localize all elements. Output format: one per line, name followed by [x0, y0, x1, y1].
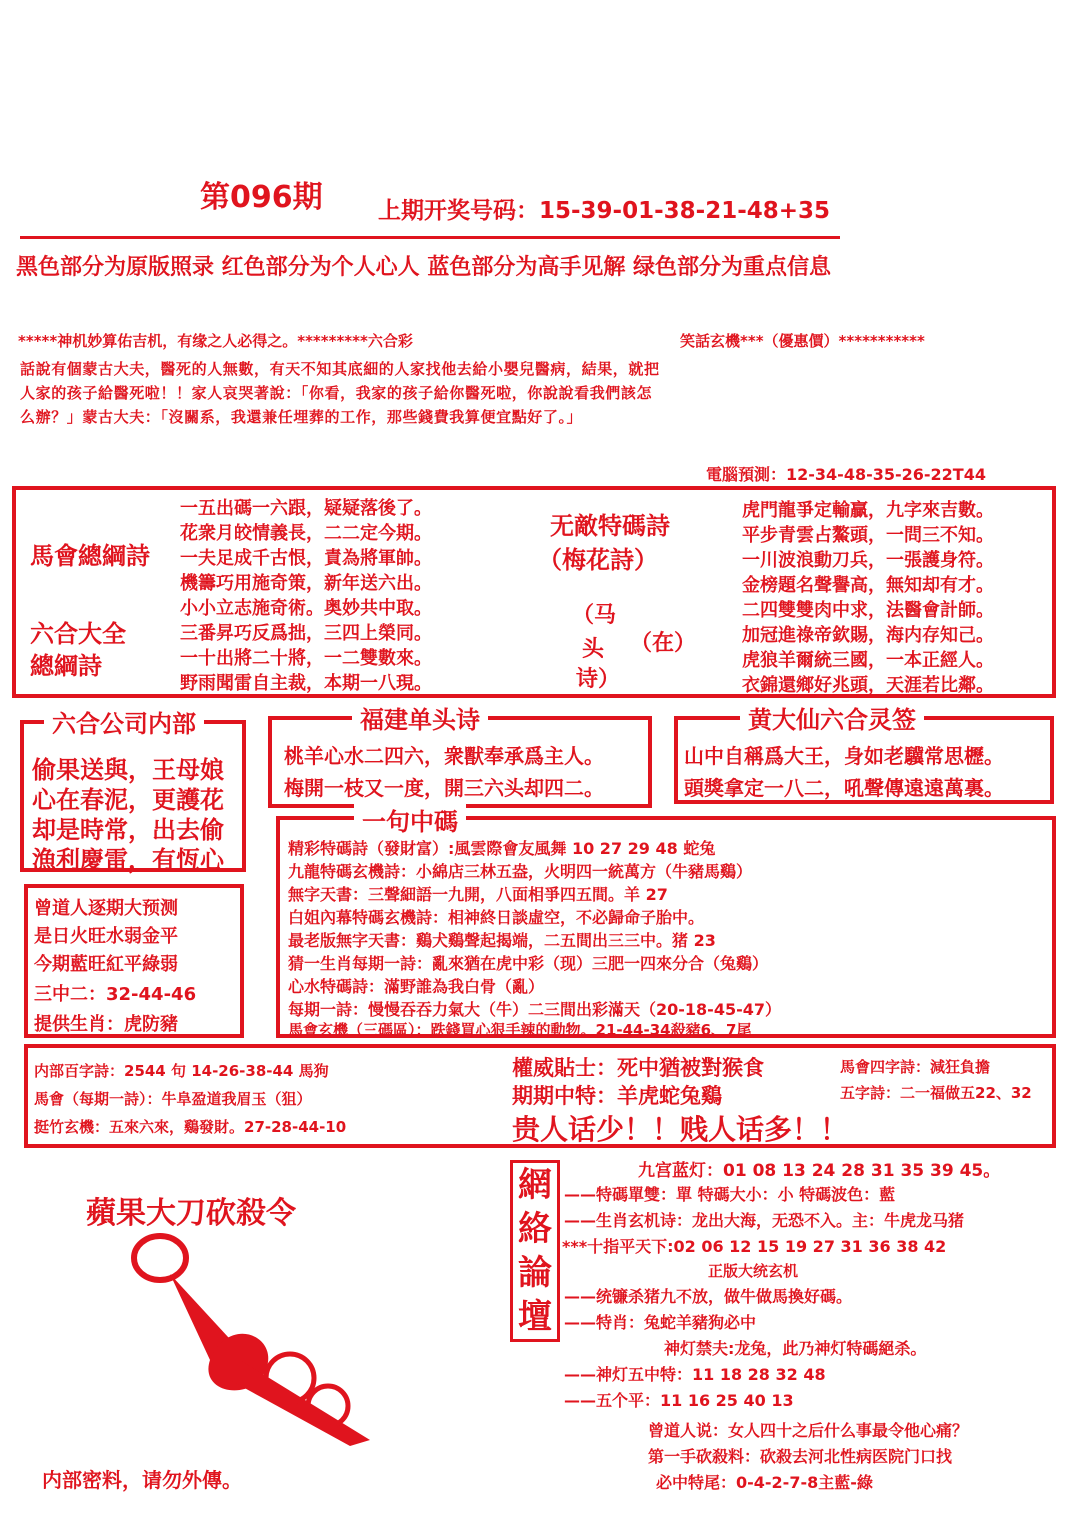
zeng-line: 提供生肖：虎防豬	[34, 1014, 178, 1035]
huang-box	[674, 706, 1054, 804]
yiju-line: 精彩特碼詩（發財富）:風雲際會友風舞 10 27 29 48 蛇兔	[288, 839, 716, 858]
zeng-line: 是日火旺水弱金平	[34, 926, 178, 947]
forum-line: ——生肖玄机诗：龙出大海，无恐不入。主：牛虎龙马猪	[564, 1211, 965, 1230]
left-poem-line: 一五出碼一六跟，疑疑落後了。	[180, 498, 432, 519]
center-hint-4: （在）	[630, 631, 697, 656]
left-poem-line: 小小立志施奇術。奥妙共中取。	[180, 598, 432, 619]
main-poem-box	[12, 486, 1056, 698]
authority-slogan: 贵人话少！！贱人话多！！	[512, 1113, 849, 1146]
joke-line-1: 話說有個蒙古大夫，醫死的人無數，有天不知其底細的人家找他去給小嬰兒醫病，結果，就把	[20, 360, 660, 378]
right-poem-line: 衣錦還鄉好兆頭，天涯若比鄰。	[742, 675, 994, 696]
huang-line: 頭獎拿定一八二，吼聲傳遠遠萬裏。	[684, 776, 1004, 800]
right-poem-line: 二四雙雙肉中求，法醫會計師。	[742, 600, 994, 621]
forum-line: 神灯禁夫:龙兔，此乃神灯特碼絕杀。	[664, 1339, 927, 1358]
main-poem-label: 馬會總綱詩	[30, 542, 150, 570]
left-poem-line: 三番昇巧反爲拙，三四上榮同。	[180, 623, 432, 644]
yiju-line: 無字天書：三聲細語一九開，八面相爭四五間。羊 27	[288, 885, 668, 904]
authority-hit-right: 五字詩：二一福做五22、32	[840, 1084, 1032, 1102]
forum-line: 第一手砍殺料：砍殺去河北性病医院门口找	[648, 1447, 953, 1466]
forum-vertical-text: 網絡論壇	[518, 1165, 552, 1337]
fujian-title: 福建单头诗	[352, 700, 488, 735]
company-line: 心在春泥，更護花	[32, 786, 224, 814]
last-draw-numbers: 上期开奖号码：15-39-01-38-21-48+35	[378, 198, 831, 224]
sword-illustration	[90, 1230, 390, 1450]
joke-line-3: 么辦？」蒙古大夫：「沒關系，我還兼任埋葬的工作，那些錢費我算便宜點好了。」	[20, 408, 583, 426]
computer-prediction: 電腦預測：12-34-48-35-26-22T44	[706, 465, 986, 484]
right-poem-line: 平步青雲占鰲頭，一問三不知。	[742, 525, 994, 546]
center-hint-1: （马	[572, 603, 617, 628]
forum-line: 曾道人说：女人四十之后什么事最令他心痛？	[648, 1421, 969, 1440]
zeng-line: 三中二：32-44-46	[34, 984, 197, 1005]
right-poem-line: 虎門龍爭定輸贏，九字來吉數。	[742, 500, 994, 521]
apple-title: 蘋果大刀砍殺令	[86, 1196, 296, 1231]
forum-line: ——统镰杀猪九不放，做牛做馬換好碼。	[564, 1287, 853, 1306]
forum-line: ——五个平：11 16 25 40 13	[564, 1391, 794, 1410]
joke-headline-left: *****神机妙算佑吉机，有缘之人必得之。*********六合彩	[18, 332, 413, 350]
fujian-line: 桃羊心水二四六，衆獸奉承爲主人。	[284, 744, 604, 768]
apple-footer: 内部密料，请勿外傳。	[42, 1468, 242, 1492]
company-line: 漁利慶雷，有恆心	[32, 846, 224, 874]
center-hint-3: 诗）	[576, 667, 621, 692]
authority-tip-right: 馬會四字詩：減狂負擔	[840, 1058, 991, 1076]
internal-line: 挺竹玄機：五來六來，鷄發財。27-28-44-10	[34, 1118, 347, 1136]
right-poem-line: 金榜題名聲譽高，無知却有才。	[742, 575, 994, 596]
left-poem-line: 一夫足成千古恨，責為將軍帥。	[180, 548, 432, 569]
forum-line: 正版大统玄机	[708, 1262, 799, 1280]
yiju-box	[276, 808, 1056, 1039]
huang-title: 黄大仙六合灵签	[740, 700, 924, 735]
zeng-line: 今期藍旺紅平綠弱	[34, 954, 178, 975]
yiju-line: 每期一詩：慢慢吞吞力氣大（牛）二三間出彩滿天（20-18-45-47）	[288, 1000, 781, 1019]
authority-hit: 期期中特：羊虎蛇兔鷄	[512, 1084, 722, 1108]
yiju-line: 最老版無字天書：鷄犬鷄聲起揭端，二五間出三三中。猪 23	[288, 931, 716, 950]
left-poem-line: 野雨聞雷自主裁，本期一八現。	[180, 673, 432, 694]
yiju-line: 猜一生肖每期一詩：亂來猶在虎中彩（现）三肥一四來分合（兔鷄）	[288, 954, 769, 973]
fujian-line: 梅開一枝又一度，開三六头却四二。	[284, 776, 604, 800]
liuhe-label-2: 總綱詩	[30, 652, 102, 680]
fujian-box	[268, 706, 652, 808]
internal-line: 馬會（每期一詩）：牛阜盈道我眉玉（狙）	[34, 1090, 312, 1108]
forum-line: ***十指平天下:02 06 12 15 19 27 31 36 38 42	[562, 1237, 947, 1256]
issue-number: 第096期	[200, 180, 323, 215]
forum-line: ——特碼單雙：單 特碼大小：小 特碼波色：藍	[564, 1185, 896, 1204]
center-poem-subtitle: （梅花詩）	[538, 546, 658, 574]
forum-line: 九宫蓝灯：01 08 13 24 28 31 35 39 45。	[638, 1161, 1001, 1181]
left-poem-line: 花衆月皎情義長，二二定今期。	[180, 523, 432, 544]
right-poem-line: 加冠進祿帝欽賜，海内存知己。	[742, 625, 994, 646]
right-poem-line: 一川波浪動刀兵，一張護身符。	[742, 550, 994, 571]
left-poem-line: 機籌巧用施奇策，新年送六出。	[180, 573, 432, 594]
left-poem-line: 一十出將二十將，一二雙數來。	[180, 648, 432, 669]
company-line: 偷果送與，王母娘	[32, 756, 224, 784]
yiju-title: 一句中碼	[354, 802, 466, 837]
joke-line-2: 人家的孩子給醫死啦！！家人哀哭著說：「你看，我家的孩子給你醫死啦，你說說看我們該怎	[20, 384, 653, 402]
internal-line: 内部百字詩：2544 句 14-26-38-44 馬狗	[34, 1062, 329, 1080]
yiju-line: 馬會玄機（三碼區）：跌錢買心狠手辣的動物。21-44-34殺豬6、7尾	[288, 1021, 752, 1039]
company-line: 却是時常，出去偷	[32, 816, 224, 844]
zeng-title: 曾道人逐期大预测	[34, 898, 178, 919]
yiju-line: 心水特碼詩：滿野誰為我白骨（亂）	[288, 977, 545, 996]
zeng-box	[24, 884, 244, 1038]
yiju-line: 白姐內幕特碼玄機詩：相神終日談虛空，不必歸命子胎中。	[288, 908, 705, 927]
forum-line: 必中特尾：0-4-2-7-8主藍-綠	[656, 1473, 873, 1492]
forum-line: ——神灯五中特：11 18 28 32 48	[564, 1365, 826, 1384]
bottom-box	[24, 1044, 1056, 1148]
joke-headline-right: 笑話玄機***（優惠價）***********	[680, 332, 925, 350]
header-underline	[20, 236, 840, 239]
right-poem-line: 虎狼羊爾統三國，一本正經人。	[742, 650, 994, 671]
center-hint-2: 头	[582, 637, 605, 662]
yiju-line: 九龍特碼玄機詩：小綿店三林五盎，火明四一統萬方（牛豬馬鷄）	[288, 862, 753, 881]
huang-line: 山中自稱爲大王，身如老驥常思櫪。	[684, 744, 1004, 768]
forum-line: ——特肖：兔蛇羊豬狗必中	[564, 1313, 757, 1332]
liuhe-label-1: 六合大全	[30, 620, 126, 648]
company-title: 六合公司内部	[44, 704, 204, 739]
color-legend: 黑色部分为原版照录 红色部分为个人心人 蓝色部分为高手见解 绿色部分为重点信息	[16, 255, 831, 280]
forum-vertical-title	[510, 1160, 560, 1342]
company-box	[20, 710, 246, 874]
authority-tip: 權威貼士：死中猶被對猴食	[512, 1056, 764, 1080]
center-poem-title: 无敵特碼詩	[550, 512, 670, 540]
